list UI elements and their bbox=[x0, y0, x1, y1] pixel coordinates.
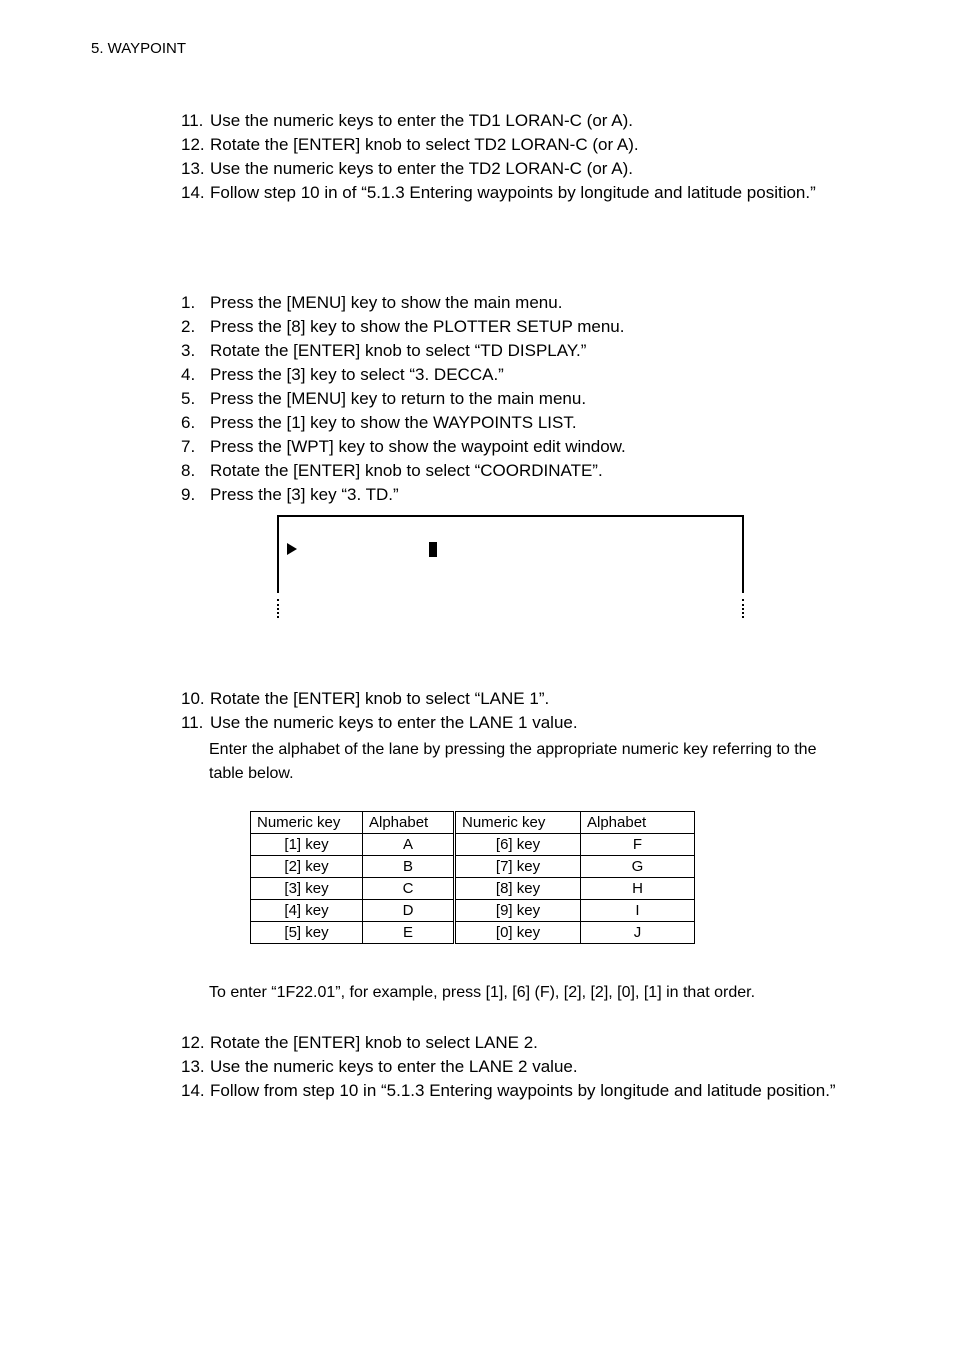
step-number: 11. bbox=[181, 111, 204, 130]
step-text: Use the numeric keys to enter the LANE 2 value. bbox=[210, 1057, 578, 1076]
step-number: 12. bbox=[181, 1033, 205, 1052]
step-number: 11. bbox=[181, 713, 204, 732]
table-cell: [5] key bbox=[251, 922, 363, 944]
table-row bbox=[251, 922, 695, 944]
table-row bbox=[251, 834, 695, 856]
step-text: Follow step 10 in of “5.1.3 Entering waypoints by longitude and latitude position.” bbox=[210, 183, 816, 202]
table-cell: [8] key bbox=[455, 878, 581, 900]
loran-steps-list bbox=[181, 109, 841, 205]
waypoint-edit-window-figure bbox=[277, 515, 742, 618]
step-text: Follow from step 10 in “5.1.3 Entering waypoints by longitude and latitude position.” bbox=[210, 1081, 836, 1100]
example-note: To enter “1F22.01”, for example, press [1], [6] (F), [2], [2], [0], [1] in that order. bbox=[209, 984, 756, 1001]
list-item bbox=[181, 459, 841, 483]
table-cell: C bbox=[363, 878, 455, 900]
step-text: Press the [3] key to select “3. DECCA.” bbox=[210, 365, 504, 384]
list-item bbox=[181, 1031, 841, 1055]
step-text: Use the numeric keys to enter the TD1 LORAN-C (or A). bbox=[210, 111, 633, 130]
table-header-row bbox=[251, 812, 695, 834]
list-item bbox=[181, 363, 841, 387]
list-item bbox=[181, 411, 841, 435]
table-cell: H bbox=[581, 878, 695, 900]
step-text: Rotate the [ENTER] knob to select “LANE 1”. bbox=[210, 689, 550, 708]
step-text: Press the [MENU] key to return to the main menu. bbox=[210, 389, 587, 408]
table-cell: [4] key bbox=[251, 900, 363, 922]
lane1-steps-list bbox=[181, 687, 841, 735]
table-row bbox=[251, 856, 695, 878]
step-number: 13. bbox=[181, 1057, 205, 1076]
step-text: Rotate the [ENTER] knob to select “TD DISPLAY.” bbox=[210, 341, 587, 360]
step-number: 12. bbox=[181, 135, 205, 154]
list-item bbox=[181, 711, 841, 735]
screen-border-top bbox=[277, 515, 744, 517]
table-cell: [9] key bbox=[455, 900, 581, 922]
table-cell: J bbox=[581, 922, 695, 944]
step-text: Press the [MENU] key to show the main menu. bbox=[210, 293, 563, 312]
table-cell: [6] key bbox=[455, 834, 581, 856]
table-cell: G bbox=[581, 856, 695, 878]
screen-border-left bbox=[277, 515, 279, 593]
step-text: Press the [8] key to show the PLOTTER SETUP menu. bbox=[210, 317, 625, 336]
section-header: 5. WAYPOINT bbox=[91, 40, 187, 57]
screen-continuation-left bbox=[277, 599, 279, 618]
list-item bbox=[181, 315, 841, 339]
list-item bbox=[181, 339, 841, 363]
step-number: 3. bbox=[181, 341, 196, 360]
decca-steps-list bbox=[181, 291, 841, 507]
table-cell: [3] key bbox=[251, 878, 363, 900]
step-number: 10. bbox=[181, 689, 205, 708]
lane1-note: Enter the alphabet of the lane by pressing the appropriate numeric key referring to the table below. bbox=[209, 741, 817, 782]
list-item bbox=[181, 181, 841, 205]
column-header: Alphabet bbox=[363, 812, 455, 834]
step-number: 14. bbox=[181, 1081, 205, 1100]
list-item bbox=[181, 157, 841, 181]
column-header: Alphabet bbox=[581, 812, 695, 834]
step-number: 8. bbox=[181, 461, 196, 480]
list-item bbox=[181, 387, 841, 411]
step-text: Use the numeric keys to enter the TD2 LORAN-C (or A). bbox=[210, 159, 633, 178]
step-text: Press the [WPT] key to show the waypoint edit window. bbox=[210, 437, 626, 456]
step-number: 6. bbox=[181, 413, 196, 432]
screen-continuation-right bbox=[742, 599, 744, 618]
table-cell: F bbox=[581, 834, 695, 856]
step-text: Rotate the [ENTER] knob to select LANE 2. bbox=[210, 1033, 538, 1052]
step-number: 9. bbox=[181, 485, 196, 504]
table-cell: I bbox=[581, 900, 695, 922]
step-text: Rotate the [ENTER] knob to select TD2 LORAN-C (or A). bbox=[210, 135, 639, 154]
step-number: 14. bbox=[181, 183, 205, 202]
list-item bbox=[181, 687, 841, 711]
table-cell: [7] key bbox=[455, 856, 581, 878]
column-header: Numeric key bbox=[455, 812, 581, 834]
text-cursor-icon bbox=[429, 542, 437, 557]
lane2-steps-list bbox=[181, 1031, 841, 1103]
table-cell: E bbox=[363, 922, 455, 944]
numeric-key-alphabet-table bbox=[250, 811, 695, 944]
step-text: Press the [3] key “3. TD.” bbox=[210, 485, 399, 504]
table-cell: [1] key bbox=[251, 834, 363, 856]
table-cell: [2] key bbox=[251, 856, 363, 878]
step-number: 2. bbox=[181, 317, 196, 336]
step-number: 4. bbox=[181, 365, 196, 384]
table-cell: B bbox=[363, 856, 455, 878]
list-item bbox=[181, 435, 841, 459]
list-item bbox=[181, 1079, 841, 1103]
list-item bbox=[181, 109, 841, 133]
step-number: 7. bbox=[181, 437, 196, 456]
table-cell: D bbox=[363, 900, 455, 922]
table-row bbox=[251, 900, 695, 922]
column-header: Numeric key bbox=[251, 812, 363, 834]
table-cell: A bbox=[363, 834, 455, 856]
table-cell: [0] key bbox=[455, 922, 581, 944]
step-number: 1. bbox=[181, 293, 196, 312]
step-number: 13. bbox=[181, 159, 205, 178]
step-text: Press the [1] key to show the WAYPOINTS LIST. bbox=[210, 413, 577, 432]
table-row bbox=[251, 878, 695, 900]
selection-arrow-icon bbox=[287, 543, 297, 555]
step-text: Use the numeric keys to enter the LANE 1 value. bbox=[210, 713, 578, 732]
list-item bbox=[181, 483, 841, 507]
list-item bbox=[181, 133, 841, 157]
screen-border-right bbox=[742, 515, 744, 593]
step-text: Rotate the [ENTER] knob to select “COORDINATE”. bbox=[210, 461, 603, 480]
step-number: 5. bbox=[181, 389, 196, 408]
list-item bbox=[181, 1055, 841, 1079]
list-item bbox=[181, 291, 841, 315]
